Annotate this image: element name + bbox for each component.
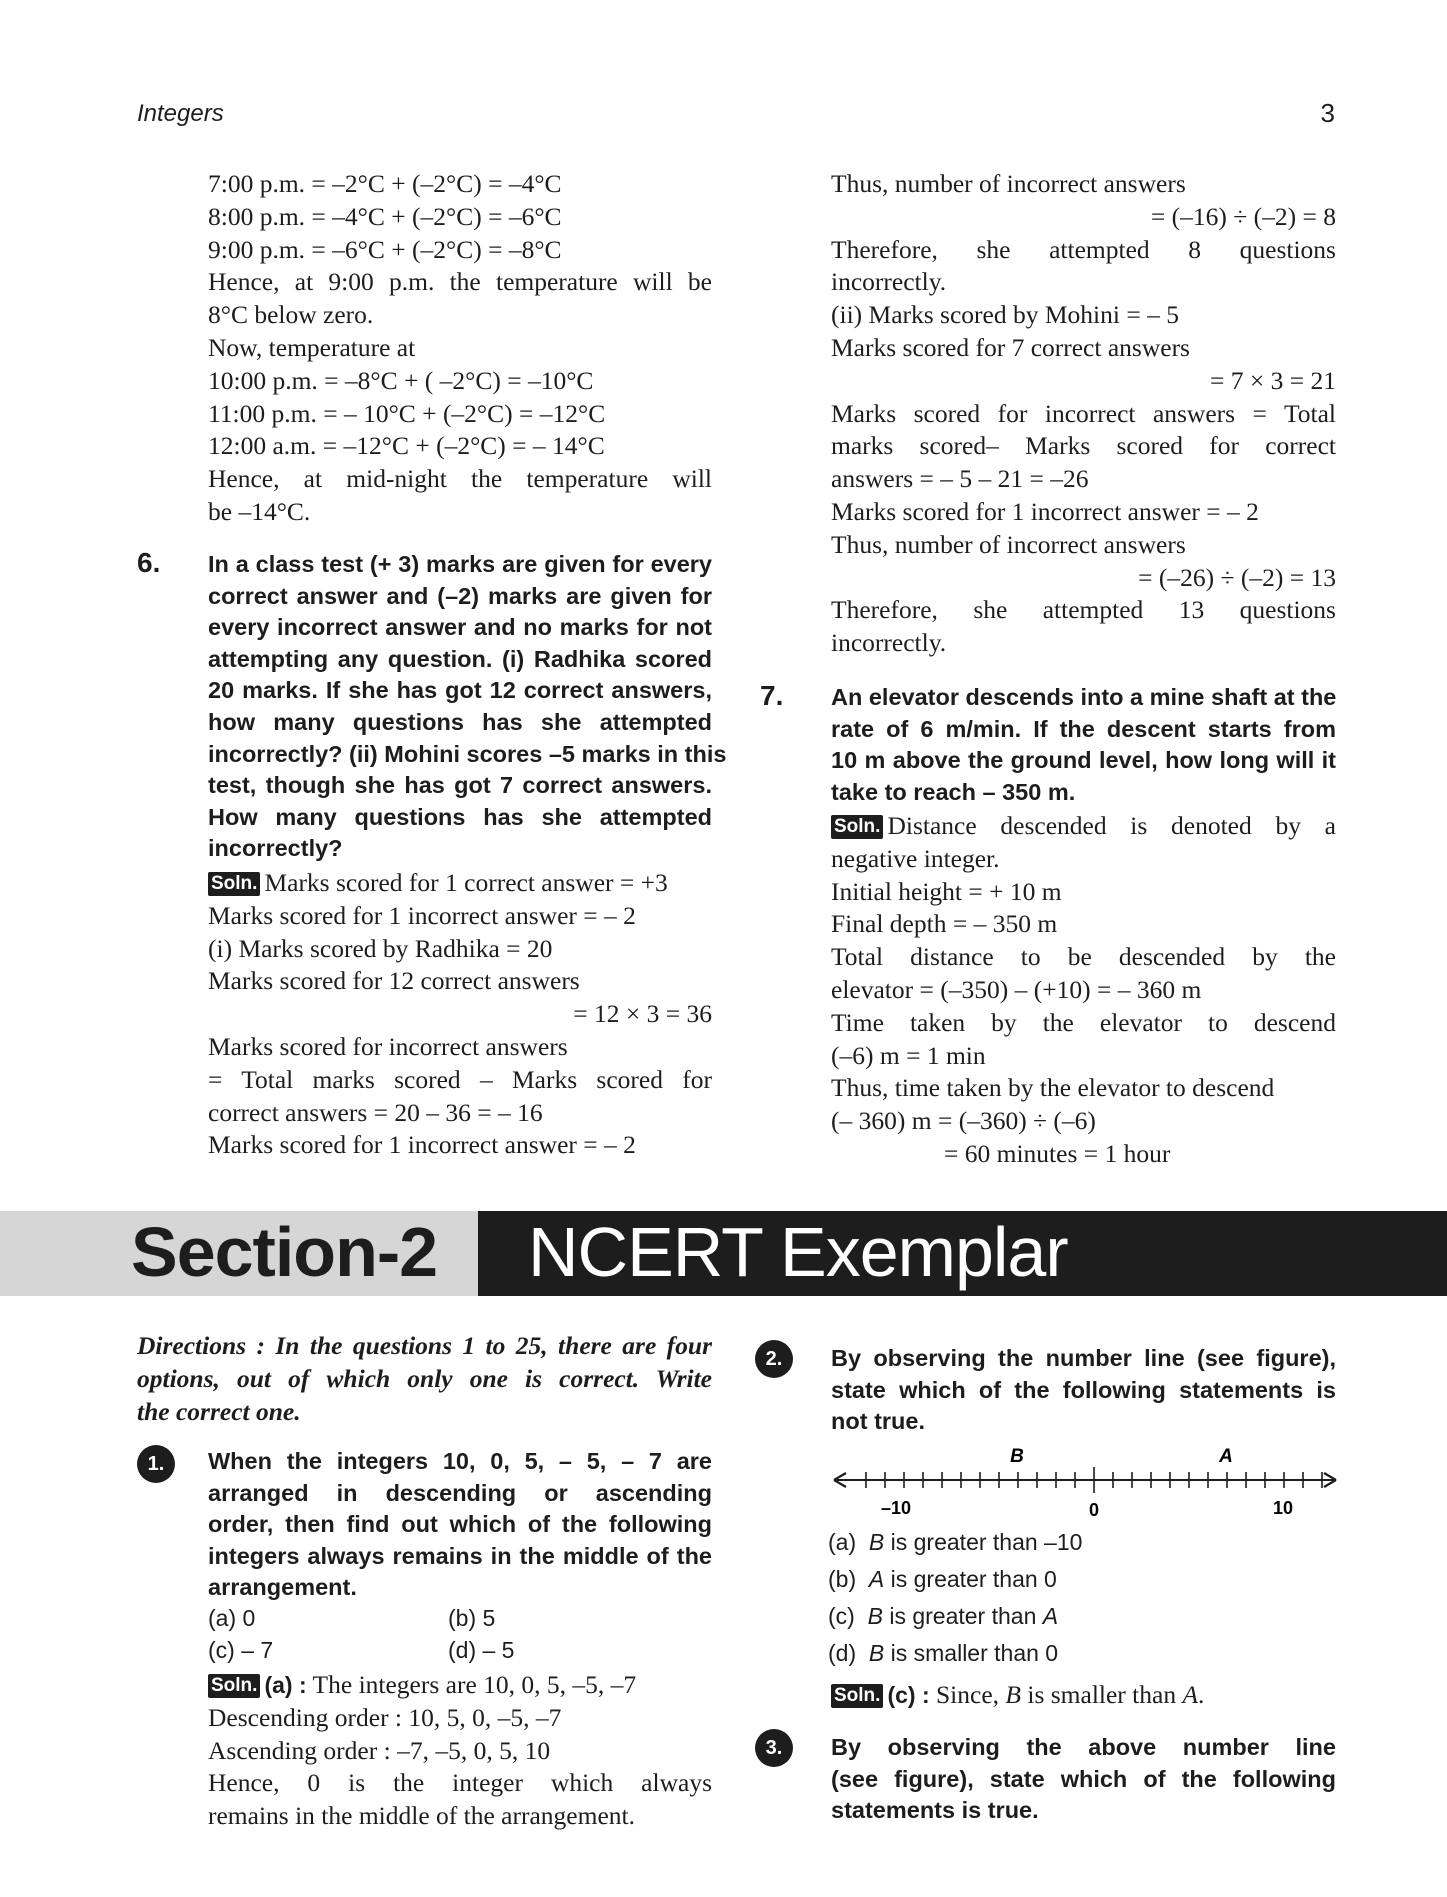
text-line: Hence, at mid-night the temperature will — [208, 464, 712, 494]
text-line: Now, temperature at — [208, 332, 416, 362]
text-line: (see figure), state which of the following — [831, 1765, 1336, 1792]
option-c: (c) B is greater than A — [828, 1603, 1059, 1629]
question-number: 6. — [137, 547, 161, 578]
text-line: arranged in descending or ascending — [208, 1479, 712, 1506]
text-line: (–6) m = 1 min — [831, 1040, 986, 1070]
text-line: order, then find out which of the following — [208, 1511, 712, 1538]
text-line: Total distance to be descended by the — [831, 942, 1336, 972]
text-line: take to reach – 350 m. — [831, 778, 1076, 805]
directions — [137, 1330, 712, 1428]
text-line: = Total marks scored – Marks scored for — [208, 1064, 712, 1094]
equation: = (–26) ÷ (–2) = 13 — [1138, 562, 1336, 592]
soln-badge: Soln. — [831, 1684, 883, 1708]
chapter-title: Integers — [137, 100, 224, 127]
text-line: every incorrect answer and no marks for not — [208, 614, 712, 641]
text-line: Marks scored for incorrect answers — [208, 1031, 568, 1061]
text-line: Marks scored for 12 correct answers — [208, 966, 580, 996]
text-line: When the integers 10, 0, 5, – 5, – 7 are — [208, 1448, 712, 1474]
question-6-solution — [208, 867, 712, 1162]
tick-label: 10 — [1272, 1498, 1294, 1518]
equation: = 7 × 3 = 21 — [1209, 365, 1336, 395]
question-number-badge: 1. — [137, 1445, 175, 1483]
text-line: An elevator descends into a mine shaft at the — [831, 684, 1337, 710]
text-line: Thus, time taken by the elevator to descend — [831, 1073, 1275, 1103]
text-line: Thus, number of incorrect answers — [831, 169, 1186, 198]
point-label-b: B — [1010, 1446, 1024, 1467]
text-line: statements is true. — [831, 1797, 1039, 1824]
section-title: NCERT Exemplar — [528, 1213, 1068, 1291]
text-line: rate of 6 m/min. If the descent starts from — [831, 715, 1336, 742]
mohini-solution — [831, 168, 1336, 660]
exemplar-q3-text — [831, 1732, 1336, 1827]
text-line: Directions : In the questions 1 to 25, there are four — [137, 1331, 712, 1360]
text-line: how many questions has she attempted — [208, 708, 712, 735]
text-line: Hence, at 9:00 p.m. the temperature will be — [208, 267, 712, 297]
text-line: correct answer and (–2) marks are given for — [208, 582, 712, 609]
text-line: options, out of which only one is correct. Write — [137, 1363, 712, 1393]
exemplar-q1-solution — [208, 1669, 712, 1833]
text-line: 9:00 p.m. = –6°C + (–2°C) = –8°C — [208, 234, 562, 264]
text-line: 10 m above the ground level, how long will it — [831, 747, 1336, 774]
text-line: (ii) Marks scored by Mohini = – 5 — [831, 300, 1179, 330]
text-line: 12:00 a.m. = –12°C + (–2°C) = – 14°C — [208, 431, 605, 461]
text-line: 10:00 p.m. = –8°C + ( –2°C) = –10°C — [208, 365, 594, 395]
text-line: remains in the middle of the arrangement. — [208, 1801, 635, 1831]
text-line: 20 marks. If she has got 12 correct answers, — [208, 677, 712, 704]
text-line: Initial height = + 10 m — [831, 876, 1062, 906]
option-b: (b) A is greater than 0 — [828, 1566, 1057, 1592]
text-line: incorrectly? (ii) Mohini scores –5 marks in this — [208, 740, 727, 767]
question-7-solution — [831, 810, 1336, 1171]
text-line: Marks scored for 1 incorrect answer = – 2 — [208, 900, 636, 930]
text-line: integers always remains in the middle of the — [208, 1542, 712, 1569]
text-line: test, though she has got 7 correct answers. — [208, 772, 712, 799]
text-line: Marks scored for incorrect answers = Total — [831, 398, 1336, 428]
text-line: By observing the above number line — [831, 1734, 1336, 1760]
tick-label: 0 — [1088, 1500, 1100, 1520]
text-line: incorrectly. — [831, 628, 947, 658]
question-7-text — [831, 682, 1336, 808]
exemplar-q2-solution: Soln. (c) : Since, B is smaller than A. — [831, 1679, 1336, 1712]
section-label: Section-2 — [131, 1213, 438, 1291]
text-line: In a class test (+ 3) marks are given for every — [208, 551, 712, 577]
text-line: Marks scored for 1 incorrect answer = – 2 — [208, 1130, 636, 1160]
question-6-text — [208, 549, 727, 865]
text-line: Therefore, she attempted 13 questions — [831, 595, 1336, 625]
text-line: 11:00 p.m. = – 10°C + (–2°C) = –12°C — [208, 398, 606, 428]
option-a: (a) B is greater than –10 — [828, 1529, 1083, 1555]
text-line: the correct one. — [137, 1396, 301, 1426]
equation: = 12 × 3 = 36 — [573, 999, 712, 1029]
text-line: 8°C below zero. — [208, 300, 374, 330]
text-line: correct answers = 20 – 36 = – 16 — [208, 1097, 543, 1127]
text-line: Time taken by the elevator to descend — [831, 1007, 1336, 1037]
text-line: attempting any question. (i) Radhika scored — [208, 645, 712, 672]
question-number: 7. — [760, 680, 784, 711]
exemplar-q1-text — [208, 1446, 712, 1604]
text-line: not true. — [831, 1408, 925, 1435]
text-line: (i) Marks scored by Radhika = 20 — [208, 933, 553, 963]
text-line: Distance descended is denoted by a — [887, 811, 1336, 840]
text-line: Ascending order : –7, –5, 0, 5, 10 — [208, 1735, 551, 1765]
text-line: incorrectly? — [208, 835, 343, 862]
text-line: 7:00 p.m. = –2°C + (–2°C) = –4°C — [208, 169, 562, 198]
text-line: negative integer. — [831, 843, 1000, 873]
point-label-a: A — [1219, 1446, 1233, 1467]
text-line: By observing the number line (see figure), — [831, 1345, 1336, 1371]
text-line: The integers are 10, 0, 5, –5, –7 — [312, 1670, 637, 1699]
soln-badge: Soln. — [208, 1674, 260, 1698]
text-line: Hence, 0 is the integer which always — [208, 1768, 712, 1798]
question-number-badge: 2. — [755, 1340, 793, 1378]
option-c: (c) – 7 — [208, 1637, 274, 1663]
answer-key: (c) : — [887, 1682, 930, 1708]
text-line: incorrectly. — [831, 267, 947, 297]
text-line: (– 360) m = (–360) ÷ (–6) — [831, 1106, 1096, 1136]
number-line-figure — [830, 1445, 1340, 1525]
text-line: Final depth = – 350 m — [831, 909, 1058, 939]
option-d: (d) – 5 — [448, 1637, 515, 1663]
text-line: arrangement. — [208, 1574, 357, 1601]
option-d: (d) B is smaller than 0 — [828, 1640, 1059, 1666]
option-a: (a) 0 — [208, 1605, 256, 1631]
equation: = (–16) ÷ (–2) = 8 — [1150, 201, 1336, 231]
text-line: marks scored– Marks scored for correct — [831, 431, 1336, 461]
text-line: Therefore, she attempted 8 questions — [831, 234, 1336, 264]
question-number-badge: 3. — [755, 1729, 793, 1767]
text-line: state which of the following statements is — [831, 1376, 1336, 1403]
text-line: Marks scored for 7 correct answers — [831, 332, 1190, 362]
page-number: 3 — [1320, 98, 1335, 128]
text-line: 8:00 p.m. = –4°C + (–2°C) = –6°C — [208, 201, 562, 231]
temperature-solution — [208, 168, 712, 529]
text-line: be –14°C. — [208, 496, 311, 526]
exemplar-q2-text — [831, 1343, 1336, 1438]
text-line: How many questions has she attempted — [208, 803, 712, 830]
soln-badge: Soln. — [831, 815, 883, 839]
text-line: Marks scored for 1 correct answer = +3 — [264, 868, 668, 897]
text-line: Marks scored for 1 incorrect answer = – 2 — [831, 496, 1259, 526]
text-line: elevator = (–350) – (+10) = – 360 m — [831, 974, 1202, 1004]
answer-key: (a) : — [264, 1672, 307, 1698]
option-b: (b) 5 — [448, 1605, 496, 1631]
text-line: Thus, number of incorrect answers — [831, 529, 1186, 559]
soln-badge: Soln. — [208, 872, 260, 896]
tick-label: –10 — [880, 1498, 912, 1518]
text-line: Descending order : 10, 5, 0, –5, –7 — [208, 1702, 562, 1732]
text-line: answers = – 5 – 21 = –26 — [831, 464, 1089, 494]
text-line: = 60 minutes = 1 hour — [944, 1138, 1171, 1168]
